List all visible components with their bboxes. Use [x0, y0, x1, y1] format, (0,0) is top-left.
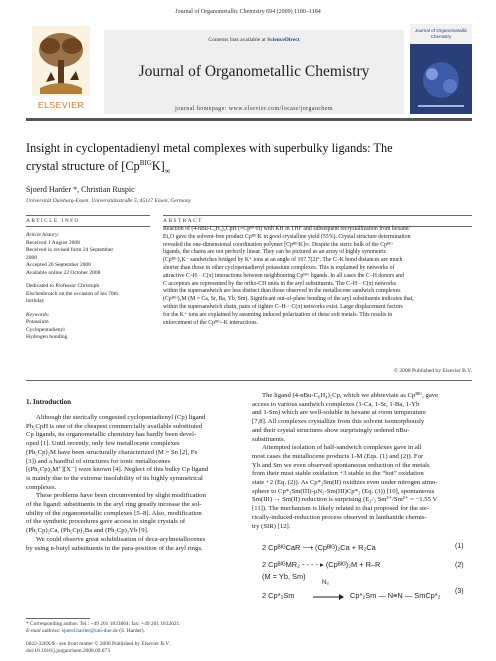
body-line: of the ligand: substituents in the aryl ring greatly increase the sol-: [26, 501, 202, 509]
body-line: Ph₅CpH is one of the cheapest commercially available substituted: [26, 422, 203, 430]
body-line: We could observe great solubilisation of deca-arylmetallocenes: [36, 535, 206, 543]
body-line: state +2 (Eq. (2)). As Cp*₂Sm(II) oxidizes even under nitrogen atmo-: [252, 479, 438, 487]
equation-1: 2 CpᴮᴵᴳCaR ⟶ (Cpᴮᴵᴳ)₂Ca + R₂Ca: [262, 543, 376, 552]
body-line: access to various sandwich complexes (1-Ca, 1-Sr, 1-Ba, 1-Yb: [252, 400, 420, 408]
body-line: ubility of the organometallic complexes [5–8]. Also, modification: [26, 509, 202, 517]
body-line: (Ph₅Cp)₂M have been structurally characterized (M = Sn [2], Fe: [26, 448, 198, 456]
email-link[interactable]: sjoerd.harder@uni-due.de: [61, 628, 118, 635]
abstract-line: Reaction of (4-nBu-C₆H₄)₅CpH (=CpᴮᴵᴳH) with KH in THF and subsequent recrystallization from hexane/: [163, 226, 410, 232]
equation-2-note: (M = Yb, Sm): [262, 572, 306, 581]
history-line: Received 1 August 2008: [26, 239, 80, 246]
title-line-2: crystal structure of $[Cp^{BIG}K]_\infty$: [26, 159, 171, 176]
body-line: and 1-Sm) which are well-soluble in hexane at room temperature: [252, 409, 426, 417]
email-line: [26, 628, 246, 635]
contents-line: [104, 37, 404, 43]
body-line: Attempted isolation of half-sandwich complexes gave in all: [262, 444, 422, 452]
abstract-line: Et₂O gave the solvent-free product CpᴮᴵᴳK in good crystalline yield (55%). Crystal structure determination: [163, 233, 411, 240]
elsevier-logo-text: ELSEVIER: [37, 100, 85, 110]
body-line: Yb and Sm we even observed spontaneous reduction of the metals: [252, 461, 430, 469]
body-line: substituents.: [252, 435, 286, 443]
copyright-notice: © 2008 Published by Elsevier B.V.: [393, 368, 472, 374]
equation-3-reactant: 2 Cp*₂Sm: [262, 591, 295, 600]
dedication-line: birthday: [26, 298, 45, 304]
body-line: [11]). The mechanism is likely related to that proposed for the ste-: [252, 505, 430, 513]
body-line: by using n-butyl substituents in the para-position of the aryl rings.: [26, 544, 203, 552]
cover-title: Journal of Organometallic Chemistry: [414, 28, 468, 39]
journal-cover-image: [410, 24, 472, 114]
abstract-line: shorter than those in other cyclopentadienyl potassium complexes. This is explained by networks of: [163, 264, 395, 271]
body-line: Sm(III) → Sm(II) reduction is surprising (E₁/₂ Sm³⁺/Sm²⁺ = −1.55 V: [252, 496, 438, 504]
cover-title-band: [410, 24, 472, 44]
reaction-arrow-icon: [312, 592, 346, 602]
elsevier-logo: [26, 22, 96, 114]
corresponding-author-note: * Corresponding author. Tel.: +49 201 1833864; fax: +49 201 1832621.: [26, 621, 181, 627]
cover-art-icon: [410, 46, 472, 114]
history-line: Available online 22 October 2008: [26, 269, 101, 276]
right-column-text: [252, 392, 472, 531]
history-line: Accepted 20 September 2008: [26, 262, 91, 268]
body-line: [(Ph₅Cp)₂M⁺][X⁻] were known [4]. Neglect of this bulky Cp ligand: [26, 466, 209, 474]
body-line: rically-induced-reduction process observed in lanthanide chemis-: [252, 513, 427, 521]
title-subscript: ∞: [164, 166, 171, 176]
abstract-line: (Cpᴮᴵᴳ)₂K⁻ sandwiches bridged by K⁺ ions at an angle of 167.7(2)°. The C–K bond distances are much: [163, 257, 403, 264]
keyword: Potassium: [26, 319, 49, 325]
dedication-line: Dedicated to Professor Christoph: [26, 283, 100, 289]
history-label: Article history:: [26, 232, 60, 238]
journal-banner: [104, 30, 404, 114]
body-line: is mainly due to the extreme insolubility of its highly symmetrical: [26, 474, 203, 482]
title-line-1: Insight in cyclopentadienyl metal complexes with superbulky ligands: The: [26, 141, 393, 155]
equation-1-number: (1): [455, 543, 464, 550]
journal-header: [26, 22, 472, 118]
footnote: [26, 621, 246, 635]
journal-title: Journal of Organometallic Chemistry: [138, 63, 370, 80]
body-line: sphere to Cp*₂Sm(III)-μN₂-Sm(III)Cp*₂ (Eq. (3)) [10], spontaneous: [252, 487, 435, 495]
article-title: [26, 141, 472, 179]
body-line: (Ph₅Cp)₂Ca, (Ph₅Cp)₂Ba and (Ph₅Cp)₂Yb [9].: [26, 527, 149, 535]
footnote-rule: [26, 618, 90, 619]
article-info-heading: ARTICLE INFO: [26, 218, 80, 224]
body-line: try (SIR) [12].: [252, 522, 291, 530]
publication-info: [26, 641, 326, 655]
abstract-line: within the supersandwich chain, pairs of tighter C–H···C(π) networks exist. Large displacement factors: [163, 303, 403, 310]
abstract-line: for the K⁺ ions are explained by assuming induced polarization of these soft metals. This results in: [163, 311, 393, 318]
article-history: [26, 232, 150, 342]
article-info-subrule: [26, 226, 150, 227]
authors: Sjoerd Harder *, Christian Ruspic: [26, 185, 135, 194]
equation-3-reagent: N₂: [322, 579, 330, 586]
equation-3-number: (3): [455, 588, 464, 595]
doi-line[interactable]: doi:10.1016/j.jorganchem.2008.09.073: [26, 648, 110, 655]
keyword: Hydrogen bonding: [26, 334, 68, 340]
section-heading-introduction: 1. Introduction: [26, 398, 71, 406]
issn-line: 0022-328X/$ - see front matter © 2008 Published by Elsevier B.V.: [26, 641, 170, 647]
keyword: Cyclopentadienyl: [26, 326, 65, 333]
body-line: oped [1]. Until recently, only few metallocene complexes: [26, 440, 180, 448]
body-line: and their crystal structures show surprisingly ordered nBu-: [252, 426, 410, 434]
body-line: Cp ligands, its organometallic chemistry has hardly been devel-: [26, 431, 197, 439]
contents-prefix: Contents lists available at: [208, 37, 266, 43]
keywords-label: Keywords:: [26, 311, 50, 318]
abstract-line: revealed the one-dimensional coordination polymer [CpᴮᴵᴳK]∞. Despite the steric bulk of the Cpᴮᴵᴳ: [163, 241, 393, 248]
title-superscript: BIG: [139, 159, 152, 167]
equation-3-product: Cp*₂Sm — N≡N — SmCp*₂: [350, 591, 441, 600]
journal-homepage[interactable]: journal homepage: www.elsevier.com/locate/jorganchem: [175, 106, 333, 112]
body-line: [7,8]. All complexes crystallize from this solvent isomorphously: [252, 418, 425, 426]
abstract-line: (Cpᴮᴵᴳ)₂M (M = Ca, Sr, Ba, Yb, Sm). Significant out-of-plane bending of the aryl substituents indicates that,: [163, 296, 414, 303]
abstract-line: ligands, the chains are not perfectly linear. They can be pictured as an array of highly symmetric: [163, 249, 387, 256]
email-suffix: (S. Harder).: [119, 628, 145, 635]
abstract-line: attractive C–H···C(π) interactions between neighbouring Cpᴮᴵᴳ ligands. In all cases the C–H donors and: [163, 272, 404, 279]
abstract-line: enforcement of the Cpᴮᴵᴳ–K interactions.: [163, 319, 258, 326]
abstract-text: [163, 226, 472, 327]
body-line: Although the sterically congested cyclopentadienyl (Cp) ligand: [36, 414, 206, 421]
dedication-line: Elschenbroich on the occasion of his 70th: [26, 290, 118, 297]
article-info-rule: [26, 215, 150, 216]
body-line: from their most stable oxidation +3 stable to the “hot” oxidation: [252, 470, 424, 478]
body-line: [3]) and a handful of structures for ionic metallocenes: [26, 457, 171, 465]
body-line: most cases the metallocene products 1-M (Eqs. (1) and (2)). For: [252, 452, 424, 460]
body-line: These problems have been circumvented by slight modification: [36, 492, 206, 500]
body-line: The ligand (4-nBu-C₆H₄)₅Cp, which we abbreviate as Cpᴮᴵᴳ, gave: [262, 392, 439, 399]
journal-citation-line: Journal of Organometallic Chemistry 694 (2009) 1180–1184: [175, 9, 321, 15]
abstract-rule: [163, 215, 472, 216]
abstract-line: C acceptors are represented by the ortho-CH units in the aryl substituents. The C–H···C(π) networks: [163, 280, 397, 287]
header-divider: [26, 118, 472, 121]
equation-2-number: (2): [455, 562, 464, 569]
abstract-bottom-rule: [26, 380, 472, 381]
email-label: E-mail address:: [26, 628, 61, 635]
history-line: Received in revised form 24 September: [26, 247, 114, 253]
sciencedirect-link[interactable]: ScienceDirect: [267, 37, 300, 43]
left-column-text: [26, 414, 240, 553]
equation-2: 2 CpᴮᴵᴳMR₂ - - - - ▸ (Cpᴮᴵᴳ)₂M + R–R: [262, 560, 381, 569]
abstract-line: within the supersandwich are less distinct than those observed in the metallocene sandwich complexes: [163, 288, 401, 295]
abstract-heading: ABSTRACT: [163, 218, 203, 224]
history-line: 2008: [26, 254, 37, 261]
body-line: of the synthetic procedures gave access to single crystals of: [26, 518, 186, 526]
affiliation: Universität Duisburg-Essen, Universitätsstraße 5, 45117 Essen, Germany: [26, 198, 192, 204]
body-line: complexes.: [26, 483, 57, 491]
